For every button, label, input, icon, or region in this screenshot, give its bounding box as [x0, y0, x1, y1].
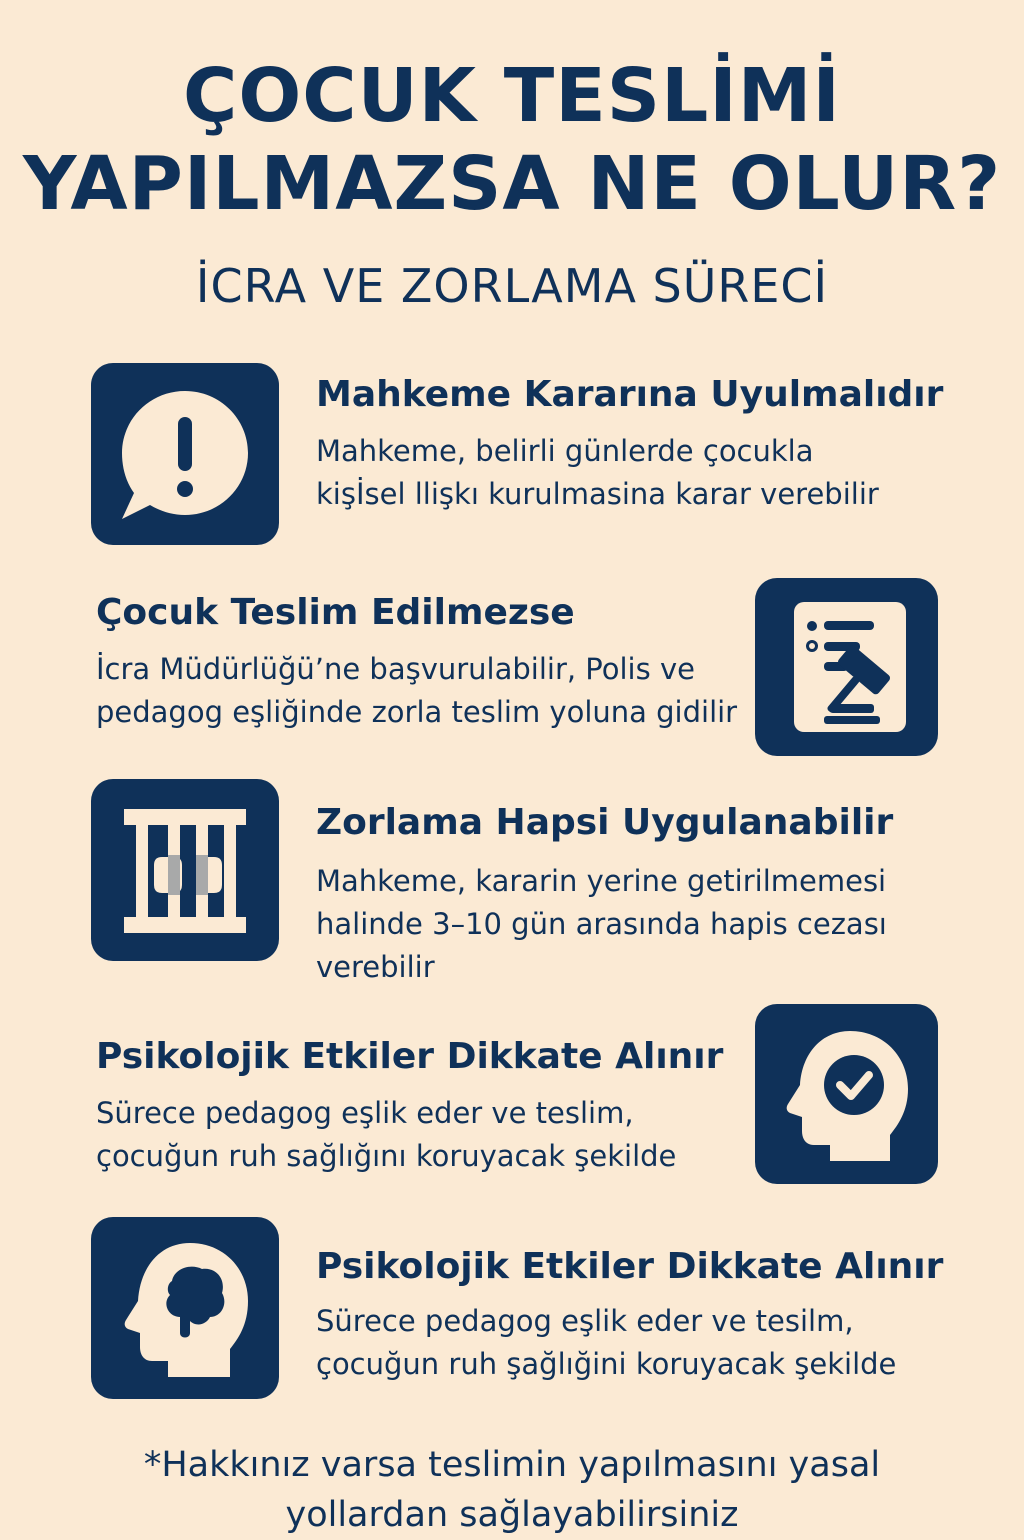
section-3-title: Zorlama Hapsi Uygulanabilir	[316, 802, 894, 843]
page-subtitle: İCRA VE ZORLAMA SÜRECİ	[195, 259, 829, 313]
section-2-line-1: İcra Müdürlüğü’ne başvurulabilir, Polis ve	[96, 652, 695, 686]
section-4-title: Psikolojik Etkiler Dikkate Alınır	[96, 1036, 724, 1077]
section-5-icon-box	[91, 1217, 279, 1399]
section-3-line-1: Mahkeme, kararin yerine getirilmemesi	[316, 864, 887, 898]
head-brain-icon	[110, 1233, 260, 1383]
section-1-icon-box	[91, 363, 279, 545]
exclamation-speech-bubble-icon	[110, 379, 260, 529]
section-3-body	[316, 860, 893, 989]
jail-bars-icon	[110, 795, 260, 945]
section-3-icon-box	[91, 779, 279, 961]
section-1	[316, 372, 943, 516]
section-2-icon-box	[755, 578, 938, 756]
section-5-line-1: Sürece pedagog eşlik eder ve tesilm,	[316, 1304, 854, 1338]
section-4-body	[96, 1092, 723, 1178]
section-5-body	[316, 1300, 943, 1386]
footer-note	[0, 1440, 1024, 1540]
section-1-body	[316, 430, 943, 516]
page-title	[0, 52, 1024, 228]
section-2-title: Çocuk Teslim Edilmezse	[96, 592, 575, 633]
section-5-line-2: çocuğun ruh şağlığini koruyacak şekilde	[316, 1347, 897, 1381]
footer-line-2: yollardan sağlayabilirsiniz	[285, 1495, 739, 1535]
section-2	[96, 590, 737, 734]
section-2-body	[96, 648, 737, 734]
section-4-line-1: Sürece pedagog eşlik eder ve teslim,	[96, 1096, 634, 1130]
section-4-line-2: çocuğun ruh sağlığını koruyacak şekilde	[96, 1139, 677, 1173]
section-4-icon-box	[755, 1004, 938, 1184]
section-3-line-3: verebilir	[316, 950, 435, 984]
section-2-line-2: pedagog eşliğinde zorla teslim yoluna gidilir	[96, 695, 738, 729]
section-3-line-2: halinde 3–10 gün arasında hapis cezası	[316, 907, 887, 941]
section-1-line-1: Mahkeme, belirli günlerde çocukla	[316, 434, 814, 468]
title-line-1: ÇOCUK TESLİMİ	[183, 53, 841, 139]
head-checkmark-icon	[772, 1019, 922, 1169]
section-3	[316, 800, 893, 989]
document-gavel-icon	[772, 592, 922, 742]
section-5	[316, 1244, 943, 1386]
section-1-line-2: kişİsel llişkı kurulmasina karar verebilir	[316, 477, 879, 511]
title-line-2: YAPILMAZSA NE OLUR?	[22, 141, 1002, 227]
footer-line-1: *Hakkınız varsa teslimin yapılmasını yasal	[143, 1445, 881, 1485]
section-4	[96, 1034, 723, 1178]
section-1-title: Mahkeme Kararına Uyulmalıdır	[316, 374, 944, 415]
section-5-title: Psikolojik Etkiler Dikkate Alınır	[316, 1246, 944, 1287]
